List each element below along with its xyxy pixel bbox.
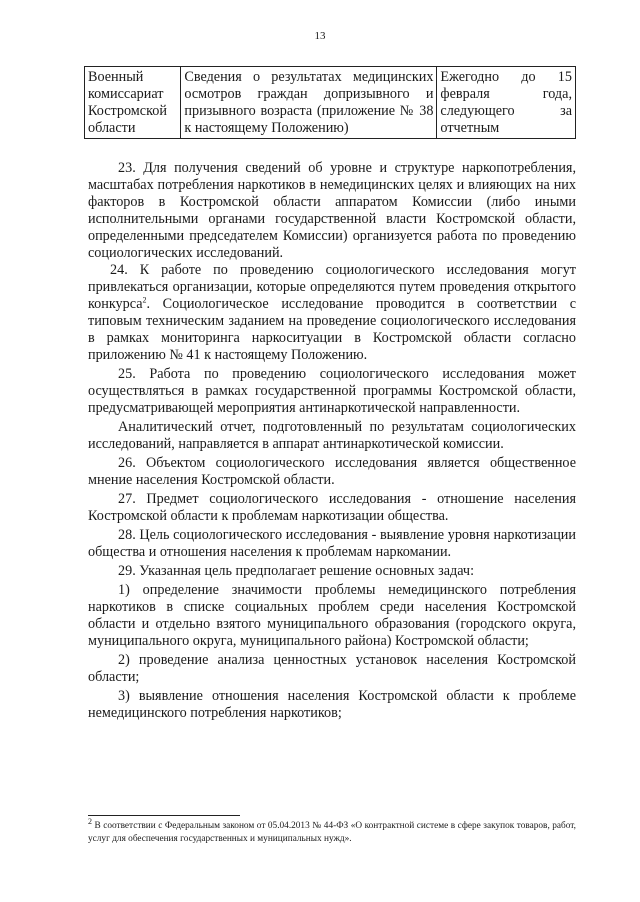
table-cell-term: Ежегодно до 15 февраля года, следующего за отчетным	[437, 67, 576, 139]
table-cell-info: Сведения о результатах медицинских осмотров граждан допризывного и призывного возраста (приложение № 38 к настоящему Положению)	[181, 67, 437, 139]
paragraph-29: 29. Указанная цель предполагает решение основных задач:	[118, 563, 475, 579]
paragraph-24	[88, 262, 576, 364]
table-cell-organ: Военный комиссариат Костромской области	[85, 67, 181, 139]
paragraph-25: 25. Работа по проведению социологического исследования может осуществляться в рамках государственной программы Костромской области, предусматривающей мероприятия антинаркотической направленности.	[88, 366, 576, 416]
paragraph-28: 28. Цель социологического исследования - выявление уровня наркотизации общества и отношения населения к проблемам наркомании.	[88, 527, 576, 560]
footnote-separator	[88, 815, 240, 816]
task-1: 1) определение значимости проблемы немедицинского потребления наркотиков в списке социальных проблем среди населения Костромской области и отдельно взятого муниципального образования (городского округа, муниципального округа, муниципального района) Костромской области;	[88, 582, 576, 649]
footnote-reference: 2	[142, 295, 147, 305]
paragraph-24-part-b: . Социологическое исследование проводится в соответствии с типовым техническим заданием на проведение социологического исследования в рамках мониторинга наркоситуации в Костромской области согласно приложению № 41 к настоящему Положению.	[88, 296, 576, 363]
table-row	[85, 67, 576, 139]
paragraph-26: 26. Объектом социологического исследования является общественное мнение населения Костромской области.	[88, 455, 576, 488]
task-2: 2) проведение анализа ценностных установок населения Костромской области;	[88, 652, 576, 685]
paragraph-27: 27. Предмет социологического исследования - отношение населения Костромской области к проблемам наркотизации общества.	[88, 491, 576, 524]
paragraph-23: 23. Для получения сведений об уровне и структуре наркопотребления, масштабах потребления наркотиков в немедицинских целях и влияющих на них факторов в Костромской области аппаратом Комиссии (либо иными исполнительными органами государственной власти Костромской области, определенными председателем Комиссии) организуется работа по проведению социологических исследований.	[88, 160, 576, 261]
footnote-text: В соответствии с Федеральным законом от 05.04.2013 № 44-ФЗ «О контрактной системе в сфере закупок товаров, работ, услуг для обеспечения государственных и муниципальных нужд».	[88, 821, 576, 844]
page-number: 13	[314, 30, 326, 42]
document-body	[88, 160, 576, 722]
reporting-table	[84, 66, 576, 139]
task-3: 3) выявление отношения населения Костромской области к проблеме немедицинского потребления наркотиков;	[88, 688, 576, 721]
footnote-marker: 2	[88, 816, 92, 826]
footnote	[88, 816, 576, 846]
paragraph-24-part-a: 24. К работе по проведению социологического исследования могут привлекаться организации, которые определяются путем проведения открытого конкурса	[88, 262, 576, 312]
paragraph-25-report: Аналитический отчет, подготовленный по результатам социологических исследований, направляется в аппарат антинаркотической комиссии.	[88, 419, 576, 452]
